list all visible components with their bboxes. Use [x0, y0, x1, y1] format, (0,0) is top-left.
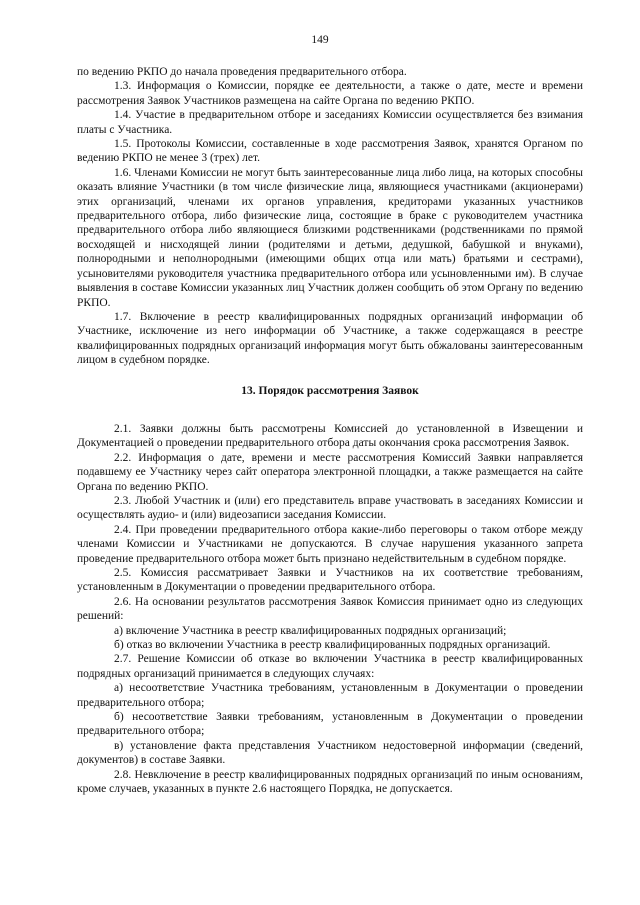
paragraph-continuation: по ведению РКПО до начала проведения предварительного отбора.: [77, 66, 407, 78]
list-item-2-7-b: б) несоответствие Заявки требованиям, установленным в Документации о проведении предварительного отбора;: [77, 711, 583, 738]
paragraph-1-5: 1.5. Протоколы Комиссии, составленные в ходе рассмотрения Заявок, хранятся Органом по ведению РКПО не менее 3 (трех) лет.: [77, 138, 583, 165]
list-item-2-6-a: а) включение Участника в реестр квалифицированных подрядных организаций;: [114, 624, 507, 637]
paragraph-2-7: 2.7. Решение Комиссии об отказе во включении Участника в реестр квалифицированных подрядных организаций принимается в следующих случаях:: [77, 653, 583, 680]
paragraph-1-4: 1.4. Участие в предварительном отборе и заседаниях Комиссии осуществляется без взимания платы с Участника.: [77, 109, 583, 136]
list-item-2-7-a: а) несоответствие Участника требованиям, установленным в Документации о проведении предварительного отбора;: [77, 682, 583, 709]
section-heading: 13. Порядок рассмотрения Заявок: [241, 384, 419, 397]
paragraph-2-8: 2.8. Невключение в реестр квалифицированных подрядных организаций по иным основаниям, кроме случаев, указанных в пункте 2.6 настоящего Порядка, не допускается.: [77, 768, 583, 796]
page-number: 149: [311, 34, 329, 46]
paragraph-2-6: 2.6. На основании результатов рассмотрения Заявок Комиссия принимает одно из следующих решений:: [77, 595, 583, 623]
document-body: [77, 65, 583, 797]
paragraph-2-3: 2.3. Любой Участник и (или) его представитель вправе участвовать в заседаниях Комиссии и осуществлять аудио- и (или) видеозаписи заседания Комиссии.: [77, 494, 583, 522]
paragraph-2-4: 2.4. При проведении предварительного отбора какие-либо переговоры о таком отборе между членами Комиссии и Участниками не допускаются. В случае нарушения указанного запрета проведение предварительного отбора может быть признано недействительным в судебном порядке.: [77, 523, 583, 565]
paragraph-2-1: 2.1. Заявки должны быть рассмотрены Комиссией до установленной в Извещении и Документацией о проведении предварительного отбора даты окончания срока рассмотрения Заявок.: [77, 422, 583, 450]
paragraph-1-7: 1.7. Включение в реестр квалифицированных подрядных организаций информации об Участнике, исключение из него информации об Участнике, а также содержащаяся в реестре квалифицированных подрядных организаций информация могут быть обжалованы заинтересованным лицом в судебном порядке.: [77, 310, 583, 367]
paragraph-2-5: 2.5. Комиссия рассматривает Заявки и Участников на их соответствие требованиям, установленным в Документации о проведении предварительного отбора.: [77, 567, 583, 594]
list-item-2-6-b: б) отказ во включении Участника в реестр квалифицированных подрядных организаций.: [114, 639, 551, 652]
paragraph-1-3: 1.3. Информация о Комиссии, порядке ее деятельности, а также о дате, месте и времени рассмотрения Заявок Участников размещена на сайте Органа по ведению РКПО.: [77, 80, 583, 107]
list-item-2-7-c: в) установление факта представления Участником недостоверной информации (сведений, документов) в составе Заявки.: [77, 739, 583, 767]
paragraph-2-2: 2.2. Информация о дате, времени и месте рассмотрения Комиссий Заявки направляется подавшему ее Участнику через сайт оператора электронной площадки, а также размещается на сайте Органа по ведению РКПО.: [77, 451, 583, 493]
paragraph-1-6: 1.6. Членами Комиссии не могут быть заинтересованные лица либо лица, на которых способны оказать влияние Участники (в том числе физические лица, являющиеся участниками (акционерами) этих организаций, членами их органов управления, кредиторами указанных участников предварительного отбора, либо физические лица, состоящие в браке с руководителем участника предварительного отбора либо являющиеся близкими родственниками (родственниками по прямой восходящей и нисходящей линии (родителями и детьми, дедушкой, бабушкой и внуками), полнородными и неполнородными (имеющими общих отца или мать) братьями и сестрами), усыновителями руководителя участника предварительного отбора или усыновленными им). В случае выявления в составе Комиссии указанных лиц Участник должен сообщить об этом Органу по ведению РКПО.: [77, 166, 583, 309]
